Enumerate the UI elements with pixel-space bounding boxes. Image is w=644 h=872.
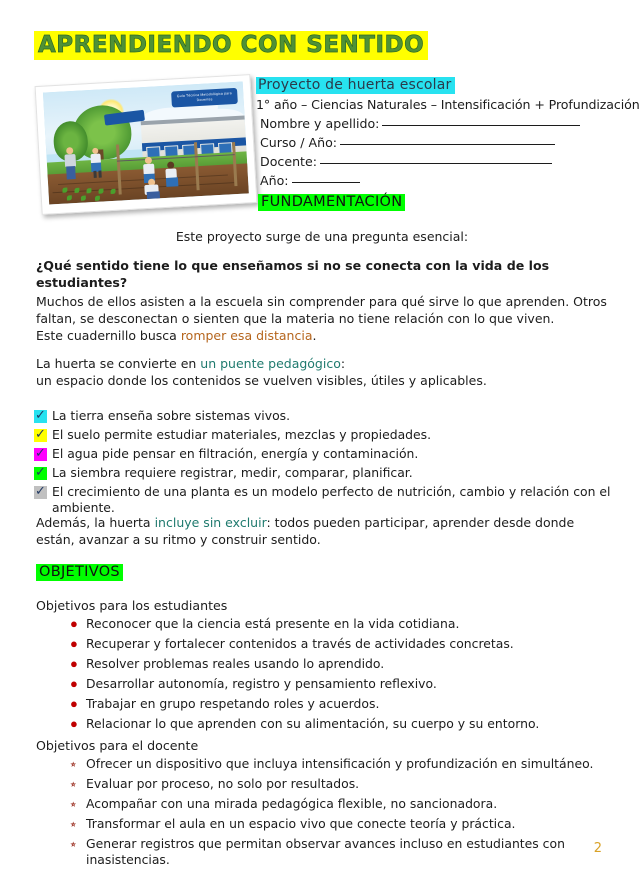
objectives-students-label: Objetivos para los estudiantes xyxy=(36,598,228,613)
illustration-frame xyxy=(35,74,258,215)
check-icon xyxy=(34,467,47,480)
paragraph-1b-suffix: . xyxy=(312,328,317,343)
checklist-item-label: La siembra requiere registrar, medir, comparar, planificar. xyxy=(52,465,413,480)
project-title: Proyecto de huerta escolar xyxy=(256,77,455,94)
list-item-label: Generar registros que permitan observar avances incluso en estudiantes con inasistencias. xyxy=(86,836,565,867)
field-curso-ano xyxy=(256,135,632,150)
list-item xyxy=(70,616,616,632)
garden-illustration xyxy=(38,80,246,202)
paragraph-2-highlight: un puente pedagógico xyxy=(200,356,341,371)
list-item xyxy=(70,656,616,672)
paragraph-2-prefix: La huerta se convierte en xyxy=(36,356,201,371)
paragraph-1-text: Muchos de ellos asisten a la escuela sin comprender para qué sirve lo que aprenden. Otros faltan, se desconectan o sienten que la materia no tiene relación con lo que viven. xyxy=(36,294,607,326)
list-item-label: Transformar el aula en un espacio vivo que conecte teoría y práctica. xyxy=(86,816,516,831)
list-item-label: Acompañar con una mirada pedagógica flexible, no sancionadora. xyxy=(86,796,498,811)
objectives-students-group xyxy=(36,598,616,736)
section-heading-fundamentacion: FUNDAMENTACIÓN xyxy=(258,194,405,211)
list-item-label: Reconocer que la ciencia está presente en la vida cotidiana. xyxy=(86,616,460,631)
bullet-dot-icon: ● xyxy=(70,696,78,711)
checklist-item xyxy=(34,484,624,515)
paragraph-2-suffix: : xyxy=(340,356,346,371)
field-input-line[interactable] xyxy=(340,144,555,145)
benefits-checklist xyxy=(34,408,624,515)
list-item-label: Resolver problemas reales usando lo aprendido. xyxy=(86,656,385,671)
list-item xyxy=(70,836,616,868)
bullet-dot-icon: ● xyxy=(70,656,78,671)
list-item xyxy=(70,636,616,652)
list-item-label: Evaluar por proceso, no solo por resultados. xyxy=(86,776,360,791)
fundamentacion-paragraph-3 xyxy=(36,514,612,548)
list-item xyxy=(70,756,616,772)
bullet-arrow-icon: ⭒ xyxy=(70,837,77,851)
fundamentacion-intro: Este proyecto surge de una pregunta esencial: xyxy=(175,229,469,244)
checklist-item-label: El agua pide pensar en filtración, energía y contaminación. xyxy=(52,446,419,461)
list-item-label: Recuperar y fortalecer contenidos a través de actividades concretas. xyxy=(86,636,514,651)
field-nombre-apellido xyxy=(256,116,632,131)
paragraph-3-highlight: incluye sin excluir xyxy=(154,515,267,530)
list-item xyxy=(70,776,616,792)
field-ano xyxy=(256,173,632,188)
paragraph-3-suffix: : todos pueden participar, aprender desde donde están, avanzar a su ritmo y construir sentido. xyxy=(36,515,575,547)
bullet-dot-icon: ● xyxy=(70,716,78,731)
field-label: Nombre y apellido: xyxy=(260,116,380,131)
paragraph-3-prefix: Además, la huerta xyxy=(36,515,155,530)
fundamentacion-paragraph-1 xyxy=(36,293,610,344)
checklist-item xyxy=(34,465,624,483)
paragraph-1b-highlight: romper esa distancia xyxy=(180,328,313,343)
bullet-arrow-icon: ⭒ xyxy=(70,797,77,811)
bullet-arrow-icon: ⭒ xyxy=(70,817,77,831)
checklist-item xyxy=(34,427,624,445)
page-title-container xyxy=(34,31,428,60)
list-item xyxy=(70,796,616,812)
field-input-line[interactable] xyxy=(382,125,580,126)
illustration-canvas xyxy=(43,82,249,205)
bullet-dot-icon: ● xyxy=(70,676,78,691)
page-number: 2 xyxy=(593,841,602,856)
project-header xyxy=(256,76,640,188)
fundamentacion-question: ¿Qué sentido tiene lo que enseñamos si no se conecta con la vida de los estudiantes? xyxy=(36,258,550,290)
bullet-arrow-icon: ⭒ xyxy=(70,777,77,791)
checklist-item xyxy=(34,408,624,426)
list-item xyxy=(70,696,616,712)
fundamentacion-paragraph-2 xyxy=(36,355,610,389)
check-icon xyxy=(34,448,47,461)
list-item-label: Desarrollar autonomía, registro y pensamiento reflexivo. xyxy=(86,676,437,691)
check-icon xyxy=(34,429,47,442)
bullet-dot-icon: ● xyxy=(70,616,78,631)
field-label: Curso / Año: xyxy=(260,135,338,150)
field-label: Año: xyxy=(260,173,289,188)
checklist-item xyxy=(34,446,624,464)
bullet-arrow-icon: ⭒ xyxy=(70,757,77,771)
list-item xyxy=(70,716,616,732)
objectives-teachers-group xyxy=(36,738,616,872)
field-input-line[interactable] xyxy=(292,182,360,183)
list-item-label: Relacionar lo que aprenden con su alimentación, su cuerpo y su entorno. xyxy=(86,716,540,731)
paragraph-2-line2: un espacio donde los contenidos se vuelven visibles, útiles y aplicables. xyxy=(36,373,487,388)
checklist-item-label: El suelo permite estudiar materiales, mezclas y propiedades. xyxy=(52,427,432,442)
list-item xyxy=(70,676,616,692)
list-item-label: Trabajar en grupo respetando roles y acuerdos. xyxy=(86,696,380,711)
checklist-item-label: El crecimiento de una planta es un modelo perfecto de nutrición, cambio y relación con el ambiente. xyxy=(52,484,611,515)
list-item-label: Ofrecer un dispositivo que incluya intensificación y profundización en simultáneo. xyxy=(86,756,594,771)
bullet-dot-icon: ● xyxy=(70,636,78,651)
check-icon xyxy=(34,486,47,499)
section-heading-objetivos: OBJETIVOS xyxy=(36,564,123,581)
objectives-teachers-label: Objetivos para el docente xyxy=(36,738,199,753)
project-title-row xyxy=(256,76,632,94)
paragraph-1b-prefix: Este cuadernillo busca xyxy=(36,328,181,343)
field-label: Docente: xyxy=(260,154,317,169)
page-title: APRENDIENDO CON SENTIDO xyxy=(34,31,428,60)
sign-label: Guía Técnica Metodológica para Docentes xyxy=(171,88,238,108)
list-item xyxy=(70,816,616,832)
check-icon xyxy=(34,410,47,423)
checklist-item-label: La tierra enseña sobre sistemas vivos. xyxy=(52,408,291,423)
project-subtitle: 1° año – Ciencias Naturales – Intensificación + Profundización xyxy=(256,97,640,112)
field-docente xyxy=(256,154,632,169)
field-input-line[interactable] xyxy=(320,163,552,164)
